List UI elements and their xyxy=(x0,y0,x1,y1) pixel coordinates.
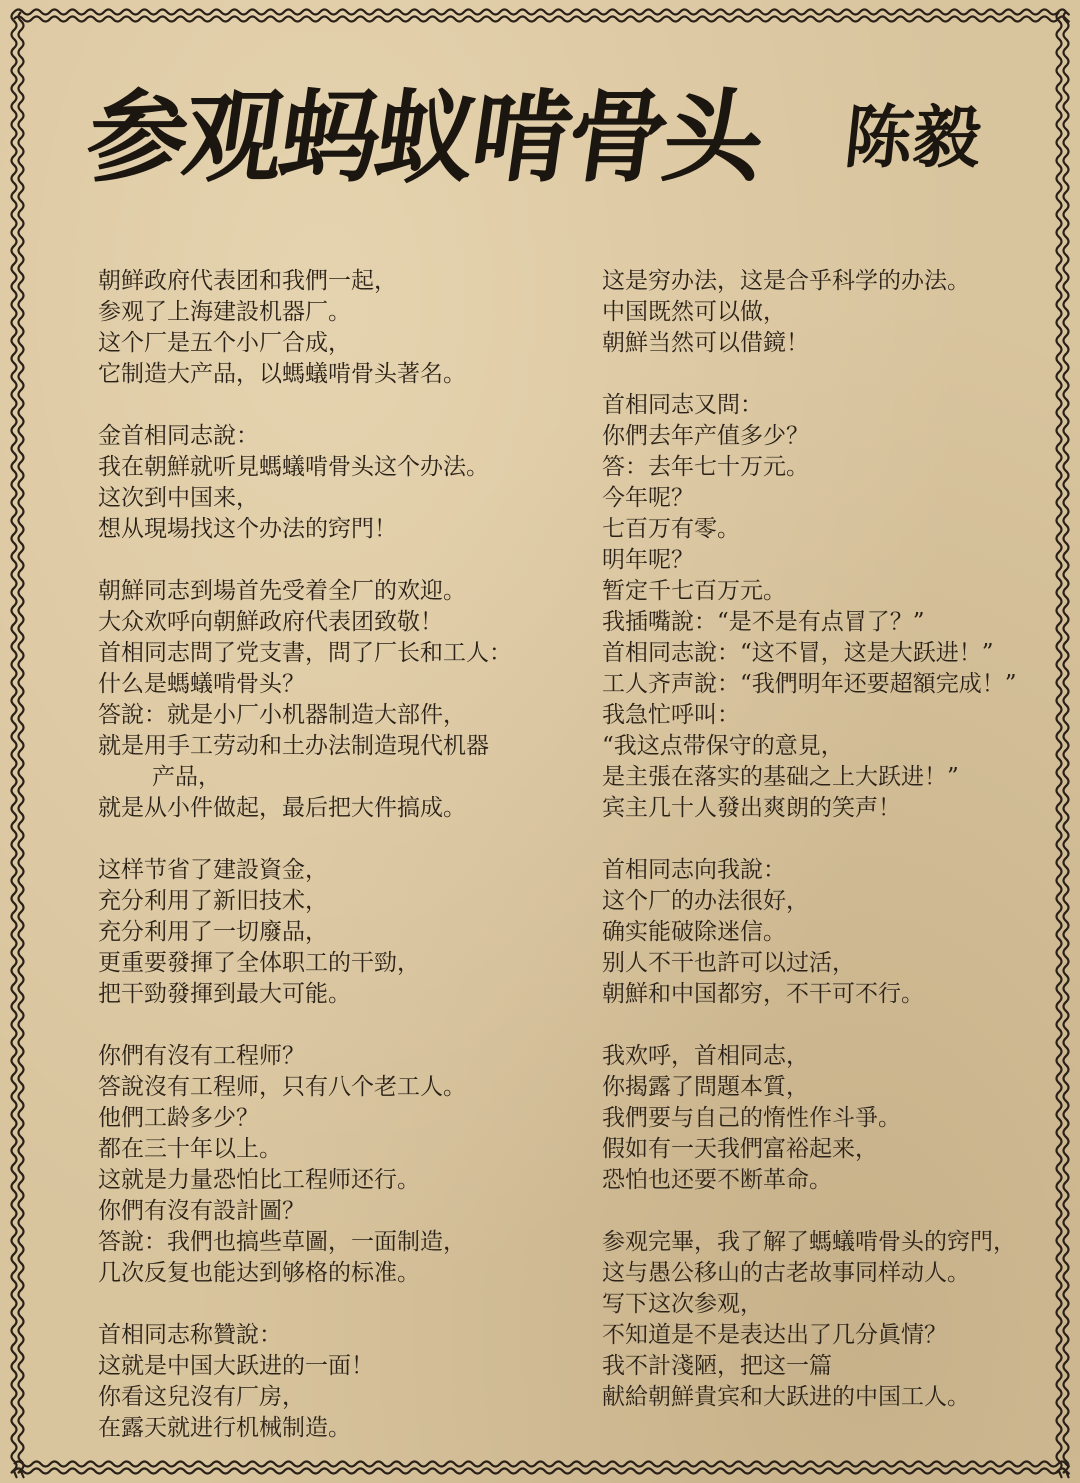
stanza-break xyxy=(98,545,558,576)
poem-line: 献給朝鮮貴宾和大跃进的中国工人。 xyxy=(602,1384,970,1410)
border-wave xyxy=(14,1462,1069,1467)
poem-line: 我們要与自己的惰性作斗爭。 xyxy=(602,1105,901,1131)
poem-line: 我欢呼，首相同志， xyxy=(602,1043,809,1069)
poem-title: 参观蚂蚁啃骨头 xyxy=(79,78,769,196)
poem-line: 七百万有零。 xyxy=(602,516,740,542)
poem-line: 都在三十年以上。 xyxy=(98,1136,282,1162)
poem-line: 我在朝鮮就听見螞蟻啃骨头这个办法。 xyxy=(98,454,489,480)
poem-line: 他們工龄多少？ xyxy=(98,1105,259,1131)
poem-line: 答說：就是小厂小机器制造大部件， xyxy=(98,702,466,728)
poem-line: 这就是中国大跃进的一面！ xyxy=(98,1353,374,1379)
border-wave xyxy=(1064,12,1069,1477)
poem-line: 首相同志称贊說： xyxy=(98,1322,282,1348)
poem-line: 你們有沒有設計圖？ xyxy=(98,1198,305,1224)
poem-line: 更重要發揮了全体职工的干勁， xyxy=(98,950,420,976)
poem-line: 别人不干也許可以过活， xyxy=(602,950,855,976)
border-wave xyxy=(12,12,17,1477)
left-column xyxy=(98,266,558,1444)
poem-line: 几次反复也能达到够格的标准。 xyxy=(98,1260,420,1286)
poem-line: 就是用手工劳动和土办法制造現代机器 xyxy=(98,733,489,759)
poem-line: 参观了上海建設机器厂。 xyxy=(98,299,351,325)
poem-line: 是主張在落实的基础之上大跃进！” xyxy=(602,764,959,790)
poem-line: 充分利用了新旧技术， xyxy=(98,888,328,914)
poem-line: 假如有一天我們富裕起来， xyxy=(602,1136,878,1162)
poem-line: 想从現場找这个办法的窍門！ xyxy=(98,516,397,542)
stanza-break xyxy=(602,1010,1052,1041)
poem-line: 中国既然可以做， xyxy=(602,299,786,325)
poem-line: 它制造大产品，以螞蟻啃骨头著名。 xyxy=(98,361,466,387)
poem-line: 金首相同志說： xyxy=(98,423,259,449)
poem-line: 这次到中国来， xyxy=(98,485,259,511)
poem-line: 这就是力量恐怕比工程师还行。 xyxy=(98,1167,420,1193)
border-wave xyxy=(1057,12,1062,1477)
poem-line: 你看这兒沒有厂房， xyxy=(98,1384,305,1410)
right-column xyxy=(602,266,1052,1413)
poem-line: 答說沒有工程师，只有八个老工人。 xyxy=(98,1074,466,1100)
poem-line: 你們有沒有工程师？ xyxy=(98,1043,305,1069)
border-wave xyxy=(14,10,1069,15)
poem-line: 不知道是不是表达出了几分眞情？ xyxy=(602,1322,947,1348)
poem-line: 就是从小件做起，最后把大件搞成。 xyxy=(98,795,466,821)
poem-line: 恐怕也还要不断革命。 xyxy=(602,1167,832,1193)
poem-line: 你揭露了問題本質， xyxy=(602,1074,809,1100)
poem-line: 大众欢呼向朝鮮政府代表团致敬！ xyxy=(98,609,443,635)
poem-line: 充分利用了一切廢品， xyxy=(98,919,328,945)
stanza-break xyxy=(98,1010,558,1041)
poem-line: 朝鲜政府代表团和我們一起， xyxy=(98,268,397,294)
stanza-break xyxy=(98,824,558,855)
poem-line: 这个厂的办法很好， xyxy=(602,888,809,914)
poem-line: 答說：我們也搞些草圖，一面制造， xyxy=(98,1229,466,1255)
stanza-break xyxy=(602,824,1052,855)
poem-line: 你們去年产值多少？ xyxy=(602,423,809,449)
poem-line: 今年呢？ xyxy=(602,485,694,511)
poem-line: 朝鮮和中国都穷，不干可不行。 xyxy=(602,981,924,1007)
border-wave xyxy=(19,12,24,1477)
poem-line: 我不計淺陋，把这一篇 xyxy=(602,1353,832,1379)
stanza-break xyxy=(602,1196,1052,1227)
poem-line: 这与愚公移山的古老故事同样动人。 xyxy=(602,1260,970,1286)
poem-line: 首相同志說：“这不冒，这是大跃进！” xyxy=(602,640,994,666)
stanza-break xyxy=(98,1289,558,1320)
poem-line: 朝鮮同志到場首先受着全厂的欢迎。 xyxy=(98,578,466,604)
poem-line: 朝鮮当然可以借鏡！ xyxy=(602,330,809,356)
border-wave xyxy=(14,17,1069,22)
poem-line: 这是穷办法，这是合乎科学的办法。 xyxy=(602,268,970,294)
poem-line: 我插嘴說：“是不是有点冒了？” xyxy=(602,609,925,635)
poem-line: “我这点带保守的意見， xyxy=(602,733,844,759)
poem-line: 工人齐声說：“我們明年还要超額完成！” xyxy=(602,671,1017,697)
stanza-break xyxy=(98,390,558,421)
poem-line: 宾主几十人發出爽朗的笑声！ xyxy=(602,795,901,821)
poem-line: 这样节省了建設資金， xyxy=(98,857,328,883)
poem-line: 产品， xyxy=(152,764,221,790)
poem-line: 答：去年七十万元。 xyxy=(602,454,809,480)
border-wave xyxy=(14,1469,1069,1474)
poem-line: 明年呢？ xyxy=(602,547,694,573)
poem-line: 我急忙呼叫： xyxy=(602,702,740,728)
poem-line: 确实能破除迷信。 xyxy=(602,919,786,945)
poem-line: 首相同志又問： xyxy=(602,392,763,418)
stanza-break xyxy=(602,359,1052,390)
author-signature: 陈毅 xyxy=(840,98,986,178)
poem-line: 什么是螞蟻啃骨头？ xyxy=(98,671,305,697)
poem-line: 在露天就进行机械制造。 xyxy=(98,1415,351,1441)
poem-line: 参观完畢，我了解了螞蟻啃骨头的窍門， xyxy=(602,1229,1016,1255)
poem-line: 首相同志問了党支書，問了厂长和工人： xyxy=(98,640,512,666)
poem-line: 这个厂是五个小厂合成， xyxy=(98,330,351,356)
poem-line: 首相同志向我說： xyxy=(602,857,786,883)
poem-line: 把干勁發揮到最大可能。 xyxy=(98,981,351,1007)
poem-line: 暂定千七百万元。 xyxy=(602,578,786,604)
poem-line: 写下这次参观， xyxy=(602,1291,763,1317)
